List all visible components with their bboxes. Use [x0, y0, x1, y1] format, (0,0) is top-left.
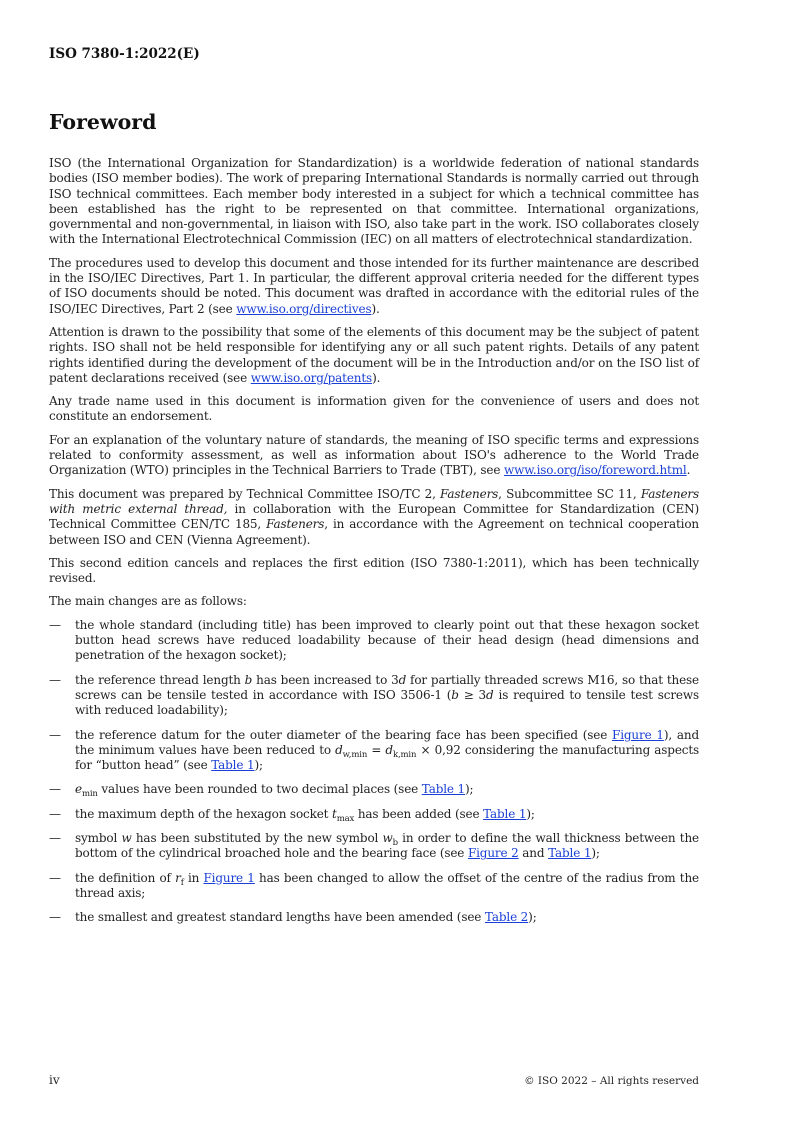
copyright-notice: © ISO 2022 – All rights reserved: [524, 1075, 699, 1087]
list-item: [49, 807, 699, 822]
text-run: );: [528, 910, 537, 925]
committee-name: Fasteners: [440, 486, 499, 501]
text-run: the reference datum for the outer diameter of the bearing face has been specified (see: [75, 727, 613, 742]
text-run: );: [526, 806, 535, 821]
symbol: w: [382, 830, 393, 845]
text-run: has been increased to 3: [252, 672, 399, 687]
foreword-link[interactable]: www.iso.org/iso/foreword.html: [503, 463, 687, 478]
subscript: b: [392, 837, 398, 848]
text-run: =: [367, 742, 386, 757]
symbol: d: [385, 742, 393, 757]
subcommittee-name: Fasteners with metric external thread,: [49, 486, 699, 516]
paragraph-trade-name: Any trade name used in this document is information given for the convenience of users and does not constitute an endorsement.: [49, 394, 699, 424]
dash-bullet: —: [49, 617, 61, 632]
text-run: in order to define the wall thickness between the bottom of the cylindrical broached hole and the bearing face (see: [75, 830, 699, 861]
list-item: [49, 618, 699, 664]
paragraph-edition: This second edition cancels and replaces the first edition (ISO 7380-1:2011), which has been technically revised.: [49, 555, 699, 586]
list-item-text: [75, 871, 699, 902]
symbol: d: [335, 742, 343, 757]
dash-bullet: —: [49, 727, 61, 742]
text-run: the definition of: [75, 870, 176, 885]
text-run: in: [183, 870, 204, 885]
subscript: k,min: [392, 749, 417, 760]
subscript: f: [180, 877, 184, 888]
figure-2-link[interactable]: Figure 2: [467, 846, 519, 861]
symbol: b: [244, 672, 253, 687]
text-run: values have been rounded to two decimal places (see: [97, 782, 422, 797]
dash-bullet: —: [49, 910, 61, 925]
paragraph-text: ).: [371, 301, 380, 316]
text-run: ≥ 3: [458, 687, 487, 702]
subscript: min: [81, 789, 98, 800]
paragraph-text: in collaboration with the European Committee for Standardization (CEN) Technical Committee CEN/TC 185,: [49, 501, 699, 532]
paragraph-text: , in accordance with the Agreement on technical cooperation between ISO and CEN (Vienna Agreement).: [49, 517, 699, 547]
text-run: has been changed to allow the offset of the centre of the radius from the thread axis;: [75, 870, 699, 900]
text-run: × 0,92 considering the manufacturing aspects for “button head” (see: [75, 742, 700, 773]
table-2-link[interactable]: Table 2: [484, 910, 529, 925]
list-item-text: [75, 673, 699, 719]
document-id: ISO 7380-1:2022(E): [49, 46, 200, 62]
paragraph-text: ).: [372, 370, 381, 385]
symbol: w: [121, 830, 132, 845]
paragraph-committee: [49, 487, 699, 548]
symbol: t: [332, 806, 337, 821]
text-run: the reference thread length: [75, 672, 245, 687]
list-item: [49, 831, 699, 862]
page-number: iv: [49, 1073, 60, 1087]
list-item-text: [75, 807, 699, 822]
text-run: has been substituted by the new symbol: [131, 830, 383, 845]
list-item-text: [75, 728, 699, 774]
list-item: [49, 910, 699, 925]
figure-1-link[interactable]: Figure 1: [612, 727, 664, 742]
paragraph-text: For an explanation of the voluntary nature of standards, the meaning of ISO specific terms and expressions related to conformity assessment, as well as information about ISO's adherence to the World Trade Organization (WTO) principles in the Technical Barriers to Trade (TBT), see: [49, 432, 699, 478]
dash-bullet: —: [49, 672, 61, 687]
text-run: and: [518, 846, 549, 861]
paragraph-iso-intro: ISO (the International Organization for Standardization) is a worldwide federation of national standards bodies (ISO member bodies). The work of preparing International Standards is normally carried out through ISO technical committees. Each member body interested in a subject for which a technical committee has been established has the right to be represented on that committee. International organizations, governmental and non-governmental, in liaison with ISO, also take part in the work. ISO collaborates closely with the International Electrotechnical Commission (IEC) on all matters of electrotechnical standardization.: [49, 156, 699, 247]
dash-bullet: —: [49, 870, 61, 885]
dash-bullet: —: [49, 830, 61, 845]
symbol: r: [175, 870, 181, 885]
dash-bullet: —: [49, 806, 61, 821]
symbol: e: [75, 782, 82, 797]
text-run: is required to tensile test screws with reduced loadability);: [75, 687, 699, 718]
text-run: symbol: [75, 830, 122, 845]
paragraph-voluntary: [49, 433, 699, 479]
text-run: for partially threaded screws M16, so that these screws can be tensile tested in accordance with ISO 3506-1 (: [75, 672, 700, 702]
list-item-text: [75, 782, 699, 800]
page-title: Foreword: [49, 110, 157, 134]
page-footer: [49, 1073, 699, 1087]
paragraph-text: .: [686, 463, 691, 478]
paragraph-text: Attention is drawn to the possibility that some of the elements of this document may be the subject of patent rights. ISO shall not be held responsible for identifying any or all such patent rights. Details of any patent rights identified during the development of the document will be in the Introduction and/or on the ISO list of patent declarations received (see: [49, 324, 699, 385]
symbol: d: [398, 672, 407, 687]
text-run: the smallest and greatest standard lengths have been amended (see: [75, 910, 485, 925]
foreword-body: [49, 156, 699, 934]
text-run: );: [465, 782, 474, 797]
list-item: [49, 782, 699, 800]
patents-link[interactable]: www.iso.org/patents: [250, 370, 373, 385]
paragraph-text: The procedures used to develop this document and those intended for its further maintenance are described in the ISO/IEC Directives, Part 1. In particular, the different approval criteria needed for the different types of ISO documents should be noted. This document was drafted in accordance with the editorial rules of the ISO/IEC Directives, Part 2 (see: [49, 255, 699, 316]
text-run: ), and the minimum values have been reduced to: [75, 727, 699, 757]
table-1-link[interactable]: Table 1: [421, 782, 466, 797]
symbol: d: [486, 687, 494, 702]
list-item-text: [75, 831, 699, 862]
table-1-link[interactable]: Table 1: [211, 758, 255, 773]
text-run: the maximum depth of the hexagon socket: [75, 806, 332, 821]
paragraph-text: , Subcommittee SC 11,: [498, 486, 641, 501]
list-item-text: [75, 910, 699, 925]
paragraph-procedures: [49, 256, 699, 317]
list-item-text: the whole standard (including title) has been improved to clearly point out that these hexagon socket button head screws have reduced loadability because of their head design (head dimensions and penetration of the hexagon socket);: [75, 617, 699, 663]
subscript: w,min: [342, 749, 368, 760]
subscript: max: [336, 813, 355, 824]
figure-1-link[interactable]: Figure 1: [203, 870, 255, 885]
paragraph-text: This document was prepared by Technical Committee ISO/TC 2,: [49, 486, 441, 501]
table-1-link[interactable]: Table 1: [483, 806, 527, 821]
list-item: [49, 728, 699, 774]
symbol: b: [451, 687, 459, 702]
paragraph-patents: [49, 325, 699, 386]
text-run: );: [254, 758, 263, 773]
directives-link[interactable]: www.iso.org/directives: [236, 301, 372, 316]
text-run: );: [591, 846, 600, 861]
text-run: has been added (see: [354, 806, 484, 821]
list-item: [49, 673, 699, 719]
dash-bullet: —: [49, 782, 61, 797]
paragraph-changes-intro: The main changes are as follows:: [49, 594, 247, 609]
list-item: [49, 871, 699, 902]
cen-committee-name: Fasteners: [266, 517, 325, 532]
table-1-link[interactable]: Table 1: [548, 846, 592, 861]
